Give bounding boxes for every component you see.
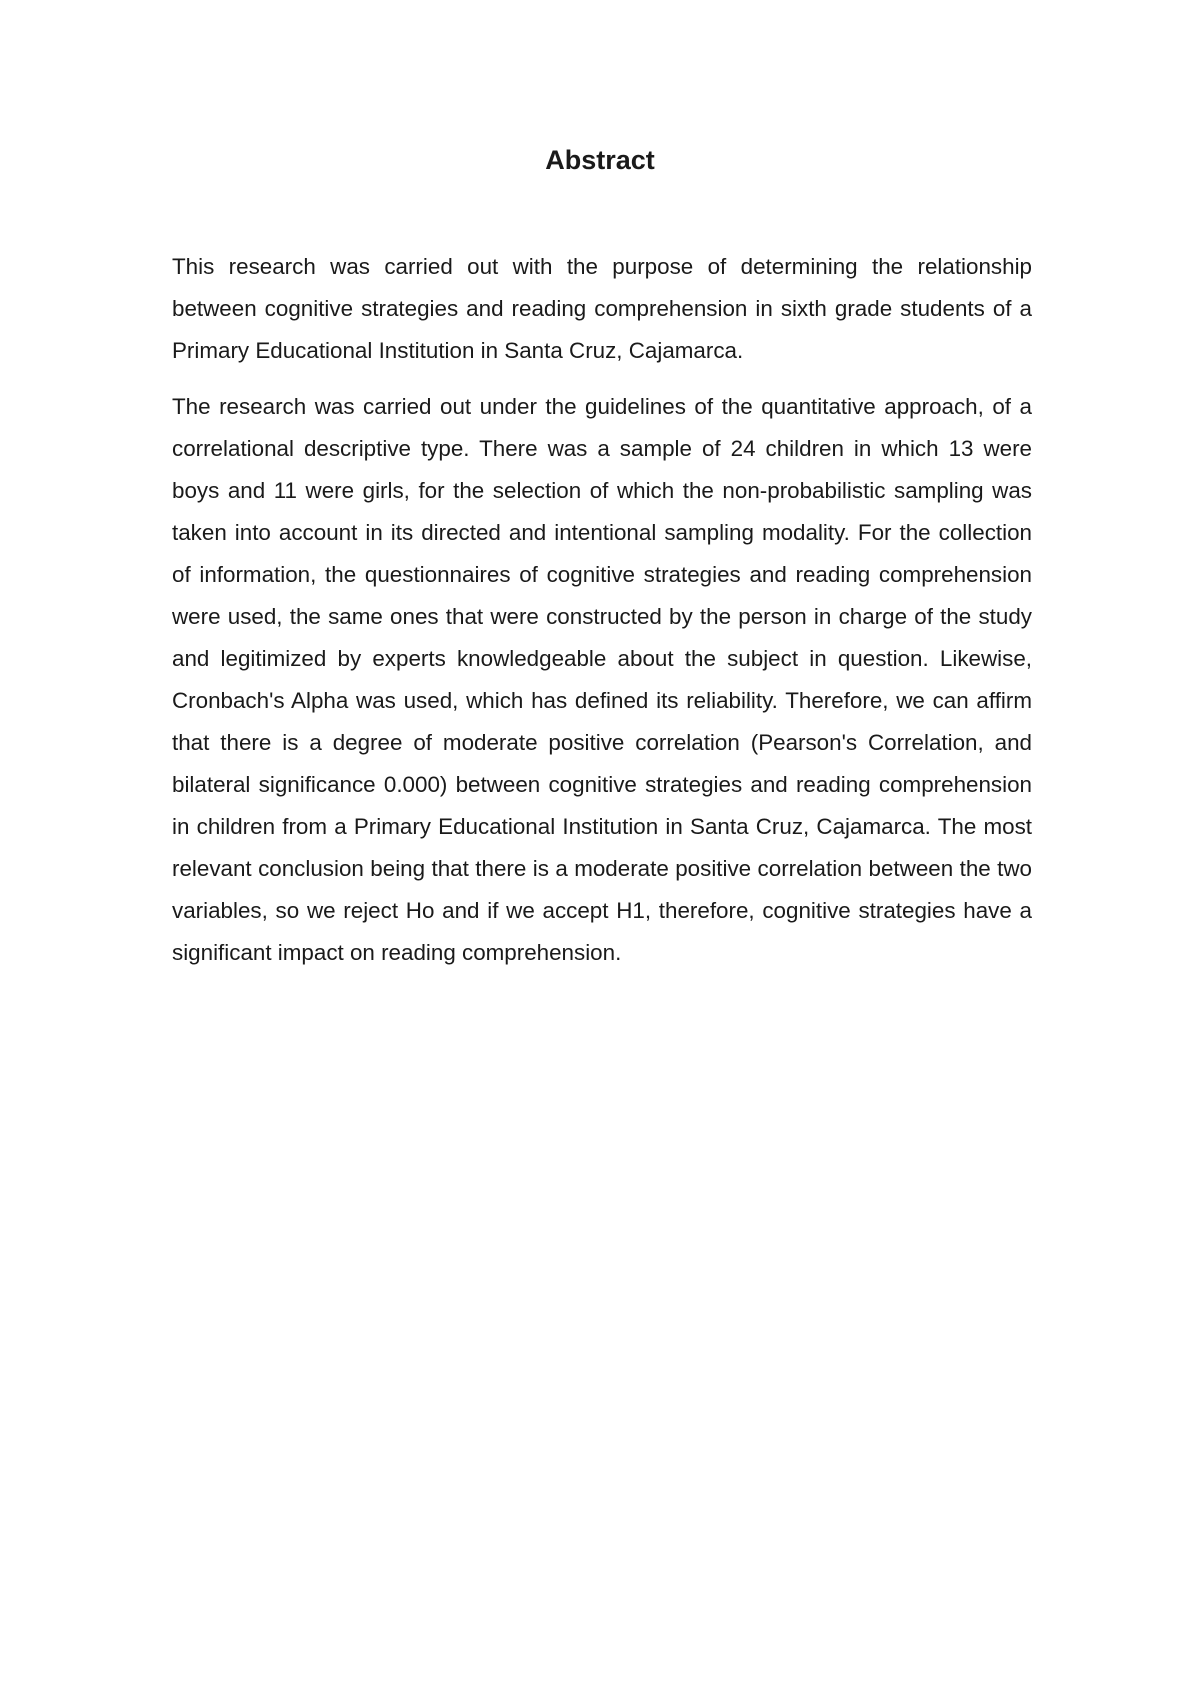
abstract-body: [172, 246, 1032, 988]
abstract-paragraph-2: The research was carried out under the guidelines of the quantitative approach, of a correlational descriptive type. There was a sample of 24 children in which 13 were boys and 11 were girls, for the selection of which the non-probabilistic sampling was taken into account in its directed and intentional sampling modality. For the collection of information, the questionnaires of cognitive strategies and reading comprehension were used, the same ones that were constructed by the person in charge of the study and legitimized by experts knowledgeable about the subject in question. Likewise, Cronbach's Alpha was used, which has defined its reliability. Therefore, we can affirm that there is a degree of moderate positive correlation (Pearson's Correlation, and bilateral significance 0.000) between cognitive strategies and reading comprehension in children from a Primary Educational Institution in Santa Cruz, Cajamarca. The most relevant conclusion being that there is a moderate positive correlation between the two variables, so we reject Ho and if we accept H1, therefore, cognitive strategies have a significant impact on reading comprehension.: [172, 394, 1032, 965]
abstract-paragraph-1: This research was carried out with the purpose of determining the relationship between cognitive strategies and reading comprehension in sixth grade students of a Primary Educational Institution in Santa Cruz, Cajamarca.: [172, 254, 1032, 363]
abstract-title: Abstract: [545, 145, 655, 175]
